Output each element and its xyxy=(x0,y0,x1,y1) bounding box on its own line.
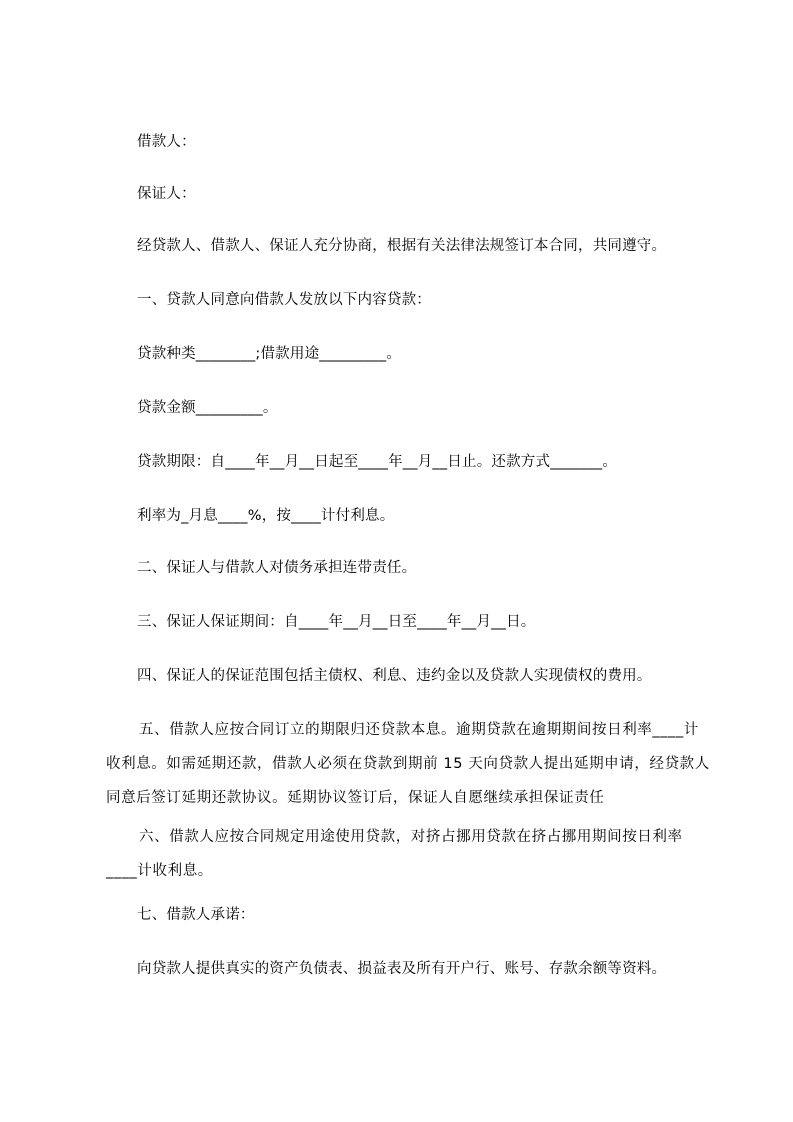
preamble-paragraph: 经贷款人、借款人、保证人充分协商，根据有关法律法规签订本合同，共同遵守。 xyxy=(137,238,667,254)
loan-term-line: 贷款期限：自____年__月__日起至____年__月__日止。还款方式_______。 xyxy=(137,454,618,470)
borrower-commitment-line: 向贷款人提供真实的资产负债表、损益表及所有开户行、账号、存款余额等资料。 xyxy=(137,961,667,977)
loan-amount-line: 贷款金额_________。 xyxy=(137,400,278,416)
clause-1-heading: 一、贷款人同意向借款人发放以下内容贷款： xyxy=(137,292,431,308)
clause-5: 五、借款人应按合同订立的期限归还贷款本息。逾期贷款在逾期期间按日利率____计收利息。如需延期还款，借款人必须在贷款到期前 15 天向贷款人提出延期申请，经贷款人同意后签订延期还款协议。延期协议签订后，保证人自愿继续承担保证责任 xyxy=(106,722,710,806)
clause-2: 二、保证人与借款人对债务承担连带责任。 xyxy=(137,560,417,576)
clause-6: 六、借款人应按合同规定用途使用贷款，对挤占挪用贷款在挤占挪用期间按日利率____计收利息。 xyxy=(106,829,683,879)
clause-7-heading: 七、借款人承诺： xyxy=(137,907,255,923)
clause-3: 三、保证人保证期间：自____年__月__日至____年__月__日。 xyxy=(137,614,536,630)
clause-4: 四、保证人的保证范围包括主债权、利息、违约金以及贷款人实现债权的费用。 xyxy=(137,668,652,684)
borrower-label: 借款人： xyxy=(137,134,196,150)
interest-rate-line: 利率为_月息____%，按____计付利息。 xyxy=(137,508,395,524)
guarantor-label: 保证人： xyxy=(137,186,196,202)
loan-type-line: 贷款种类________;借款用途_________。 xyxy=(137,346,402,362)
